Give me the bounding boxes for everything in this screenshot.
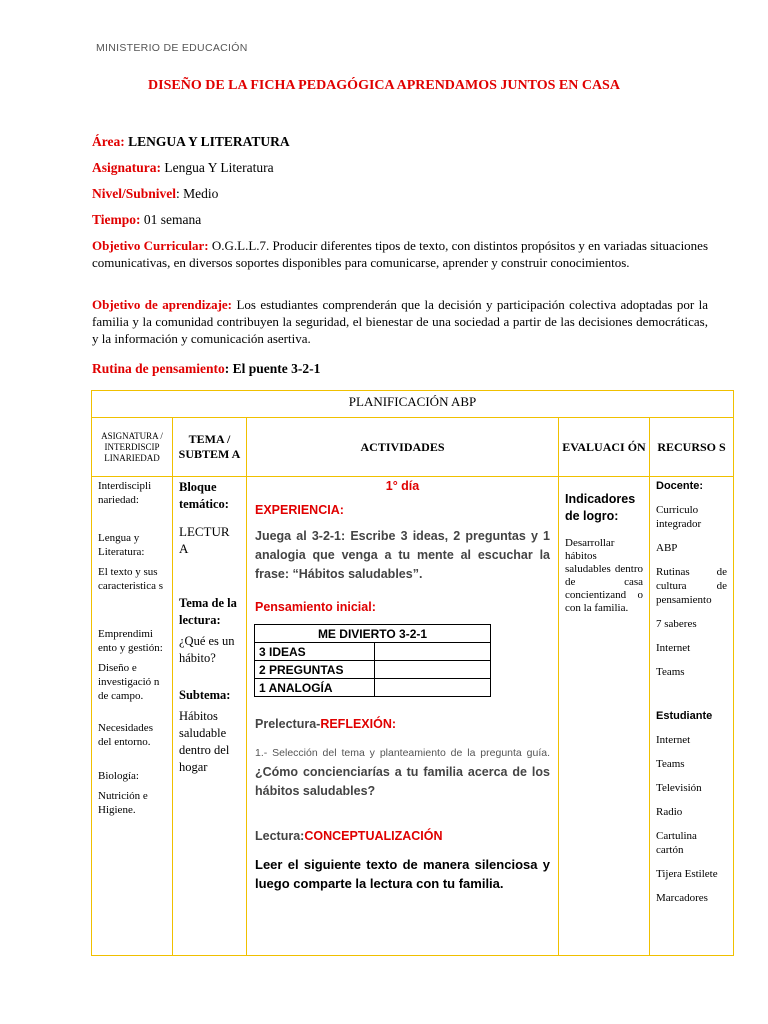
recurso-item: Curriculo integrador xyxy=(656,504,702,530)
rutina-field xyxy=(92,360,708,377)
me-divierto-row: 3 IDEAS xyxy=(255,643,375,661)
evaluacion-cell xyxy=(559,477,650,956)
recurso-item: Radio xyxy=(656,806,683,818)
col1-item: Biología: xyxy=(98,770,139,782)
pensamiento-label: Pensamiento inicial: xyxy=(255,600,376,614)
recurso-item: Marcadores xyxy=(656,892,708,904)
recurso-item: Teams xyxy=(656,666,685,678)
nivel-field xyxy=(92,185,708,202)
tema-label: Tema de la lectura: xyxy=(179,596,237,627)
document-title: DISEÑO DE LA FICHA PEDAGÓGICA APRENDAMOS JUNTOS EN CASA xyxy=(148,78,620,93)
col1-item: Interdiscipli nariedad: xyxy=(98,480,152,506)
indicadores-label: Indicadores de logro: xyxy=(565,492,636,523)
nivel-value: : Medio xyxy=(176,186,219,201)
tema-value: ¿Qué es un hábito? xyxy=(179,634,235,665)
me-divierto-blank xyxy=(375,679,491,697)
objetivo-aprendizaje-value: Los estudiantes comprenderán que la decisión y participación colectiva adoptadas por la familia y la comunidad contribuyen la seguridad, el bienestar de una sociedad a partir de las decisiones democráticas, y la información y comunicación asertiva. xyxy=(92,297,709,346)
asignatura-value: Lengua Y Literatura xyxy=(164,160,274,175)
prelectura-heading xyxy=(255,717,550,731)
col1-item: Nutrición e Higiene. xyxy=(98,790,148,816)
recurso-item: Cartulina cartón xyxy=(656,830,697,856)
asignatura-cell xyxy=(92,477,173,956)
nivel-label: Nivel/Subnivel xyxy=(92,186,177,201)
asignatura-label: Asignatura: xyxy=(92,160,162,175)
me-divierto-table xyxy=(254,624,491,697)
recurso-item: Tijera Estilete xyxy=(656,868,718,880)
me-divierto-row: 2 PREGUNTAS xyxy=(255,661,375,679)
bloque-value: LECTUR A xyxy=(179,524,230,556)
estudiante-label: Estudiante xyxy=(656,710,713,722)
prelectura-red: REFLEXIÓN: xyxy=(320,717,397,731)
tiempo-field xyxy=(92,211,708,228)
header-tema: TEMA / SUBTEM A xyxy=(173,418,247,477)
docente-label: Docente: xyxy=(656,480,704,492)
header-recursos: RECURSO S xyxy=(650,418,734,477)
ministry-header: MINISTERIO DE EDUCACIÓN xyxy=(96,42,248,54)
indicadores-text: Desarrollar hábitos saludables dentro de casa concientizand o con la familia. xyxy=(565,537,643,614)
day-label: 1° día xyxy=(385,479,420,493)
objetivo-curricular-value: O.G.L.L.7. Producir diferentes tipos de texto, con distintos propósitos y en variadas situaciones comunicativas, en diversos soportes disponibles para comunicarse, aprender y construir conocimientos. xyxy=(92,238,709,270)
area-field xyxy=(92,133,708,150)
recurso-item: Rutinas de cultura de pensamiento xyxy=(656,566,728,606)
area-value: LENGUA Y LITERATURA xyxy=(128,134,290,149)
pregunta-text: ¿Cómo concienciarías a tu familia acerca de los hábitos saludables? xyxy=(255,765,550,798)
me-divierto-blank xyxy=(375,661,491,679)
recursos-cell xyxy=(650,477,734,956)
lectura-heading xyxy=(255,829,550,843)
col1-item: Diseño e investigació n de campo. xyxy=(98,662,160,702)
recurso-item: Televisión xyxy=(656,782,702,794)
area-label: Área: xyxy=(92,134,125,149)
header-asignatura: ASIGNATURA / INTERDISCIP LINARIEDAD xyxy=(92,418,173,477)
recurso-item: Teams xyxy=(656,758,685,770)
tiempo-value: 01 semana xyxy=(143,212,202,227)
subtema-label: Subtema: xyxy=(179,688,231,702)
seleccion-text: 1.- Selección del tema y planteamiento de la pregunta guía. xyxy=(255,747,550,759)
rutina-value: : El puente 3-2-1 xyxy=(224,361,321,376)
prelectura-label: Prelectura- xyxy=(255,717,321,731)
rutina-label: Rutina de pensamiento xyxy=(92,361,225,376)
col1-item: El texto y sus caracteristica s xyxy=(98,566,164,592)
actividades-cell xyxy=(247,477,559,956)
subtema-value: Hábitos saludable dentro del hogar xyxy=(179,709,230,774)
objetivo-aprendizaje-label: Objetivo de aprendizaje: xyxy=(92,297,233,312)
seleccion-block xyxy=(255,743,550,801)
recurso-item: Internet xyxy=(656,734,691,746)
header-evaluacion: EVALUACI ÓN xyxy=(559,418,650,477)
col1-item: Necesidades del entorno. xyxy=(98,722,153,748)
objetivo-curricular-label: Objetivo Curricular: xyxy=(92,238,209,253)
me-divierto-blank xyxy=(375,643,491,661)
juega-text: Juega al 3-2-1: Escribe 3 ideas, 2 preguntas y 1 analogia que venga a tu mente al escuchar la frase: “Hábitos saludables”. xyxy=(255,529,550,581)
header-actividades: ACTIVIDADES xyxy=(247,418,559,477)
recurso-item: ABP xyxy=(656,542,678,554)
recurso-item: 7 saberes xyxy=(656,618,697,630)
table-caption: PLANIFICACIÓN ABP xyxy=(92,391,734,418)
recurso-item: Internet xyxy=(656,642,691,654)
tema-cell xyxy=(173,477,247,956)
col1-item: Emprendimi ento y gestión: xyxy=(98,628,163,654)
lectura-red: CONCEPTUALIZACIÓN xyxy=(304,829,443,843)
asignatura-field xyxy=(92,159,708,176)
objetivo-aprendizaje-field xyxy=(92,296,708,347)
tiempo-label: Tiempo: xyxy=(92,212,141,227)
objetivo-curricular-field xyxy=(92,237,708,271)
leer-text: Leer el siguiente texto de manera silenciosa y luego comparte la lectura con tu familia. xyxy=(255,857,550,891)
me-divierto-row: 1 ANALOGÍA xyxy=(255,679,375,697)
me-divierto-title: ME DIVIERTO 3-2-1 xyxy=(255,625,491,643)
col1-item: Lengua y Literatura: xyxy=(98,532,145,558)
bloque-label: Bloque temático: xyxy=(179,480,229,511)
planificacion-table xyxy=(91,390,734,956)
lectura-label: Lectura: xyxy=(255,829,305,843)
experiencia-label: EXPERIENCIA: xyxy=(255,503,344,517)
